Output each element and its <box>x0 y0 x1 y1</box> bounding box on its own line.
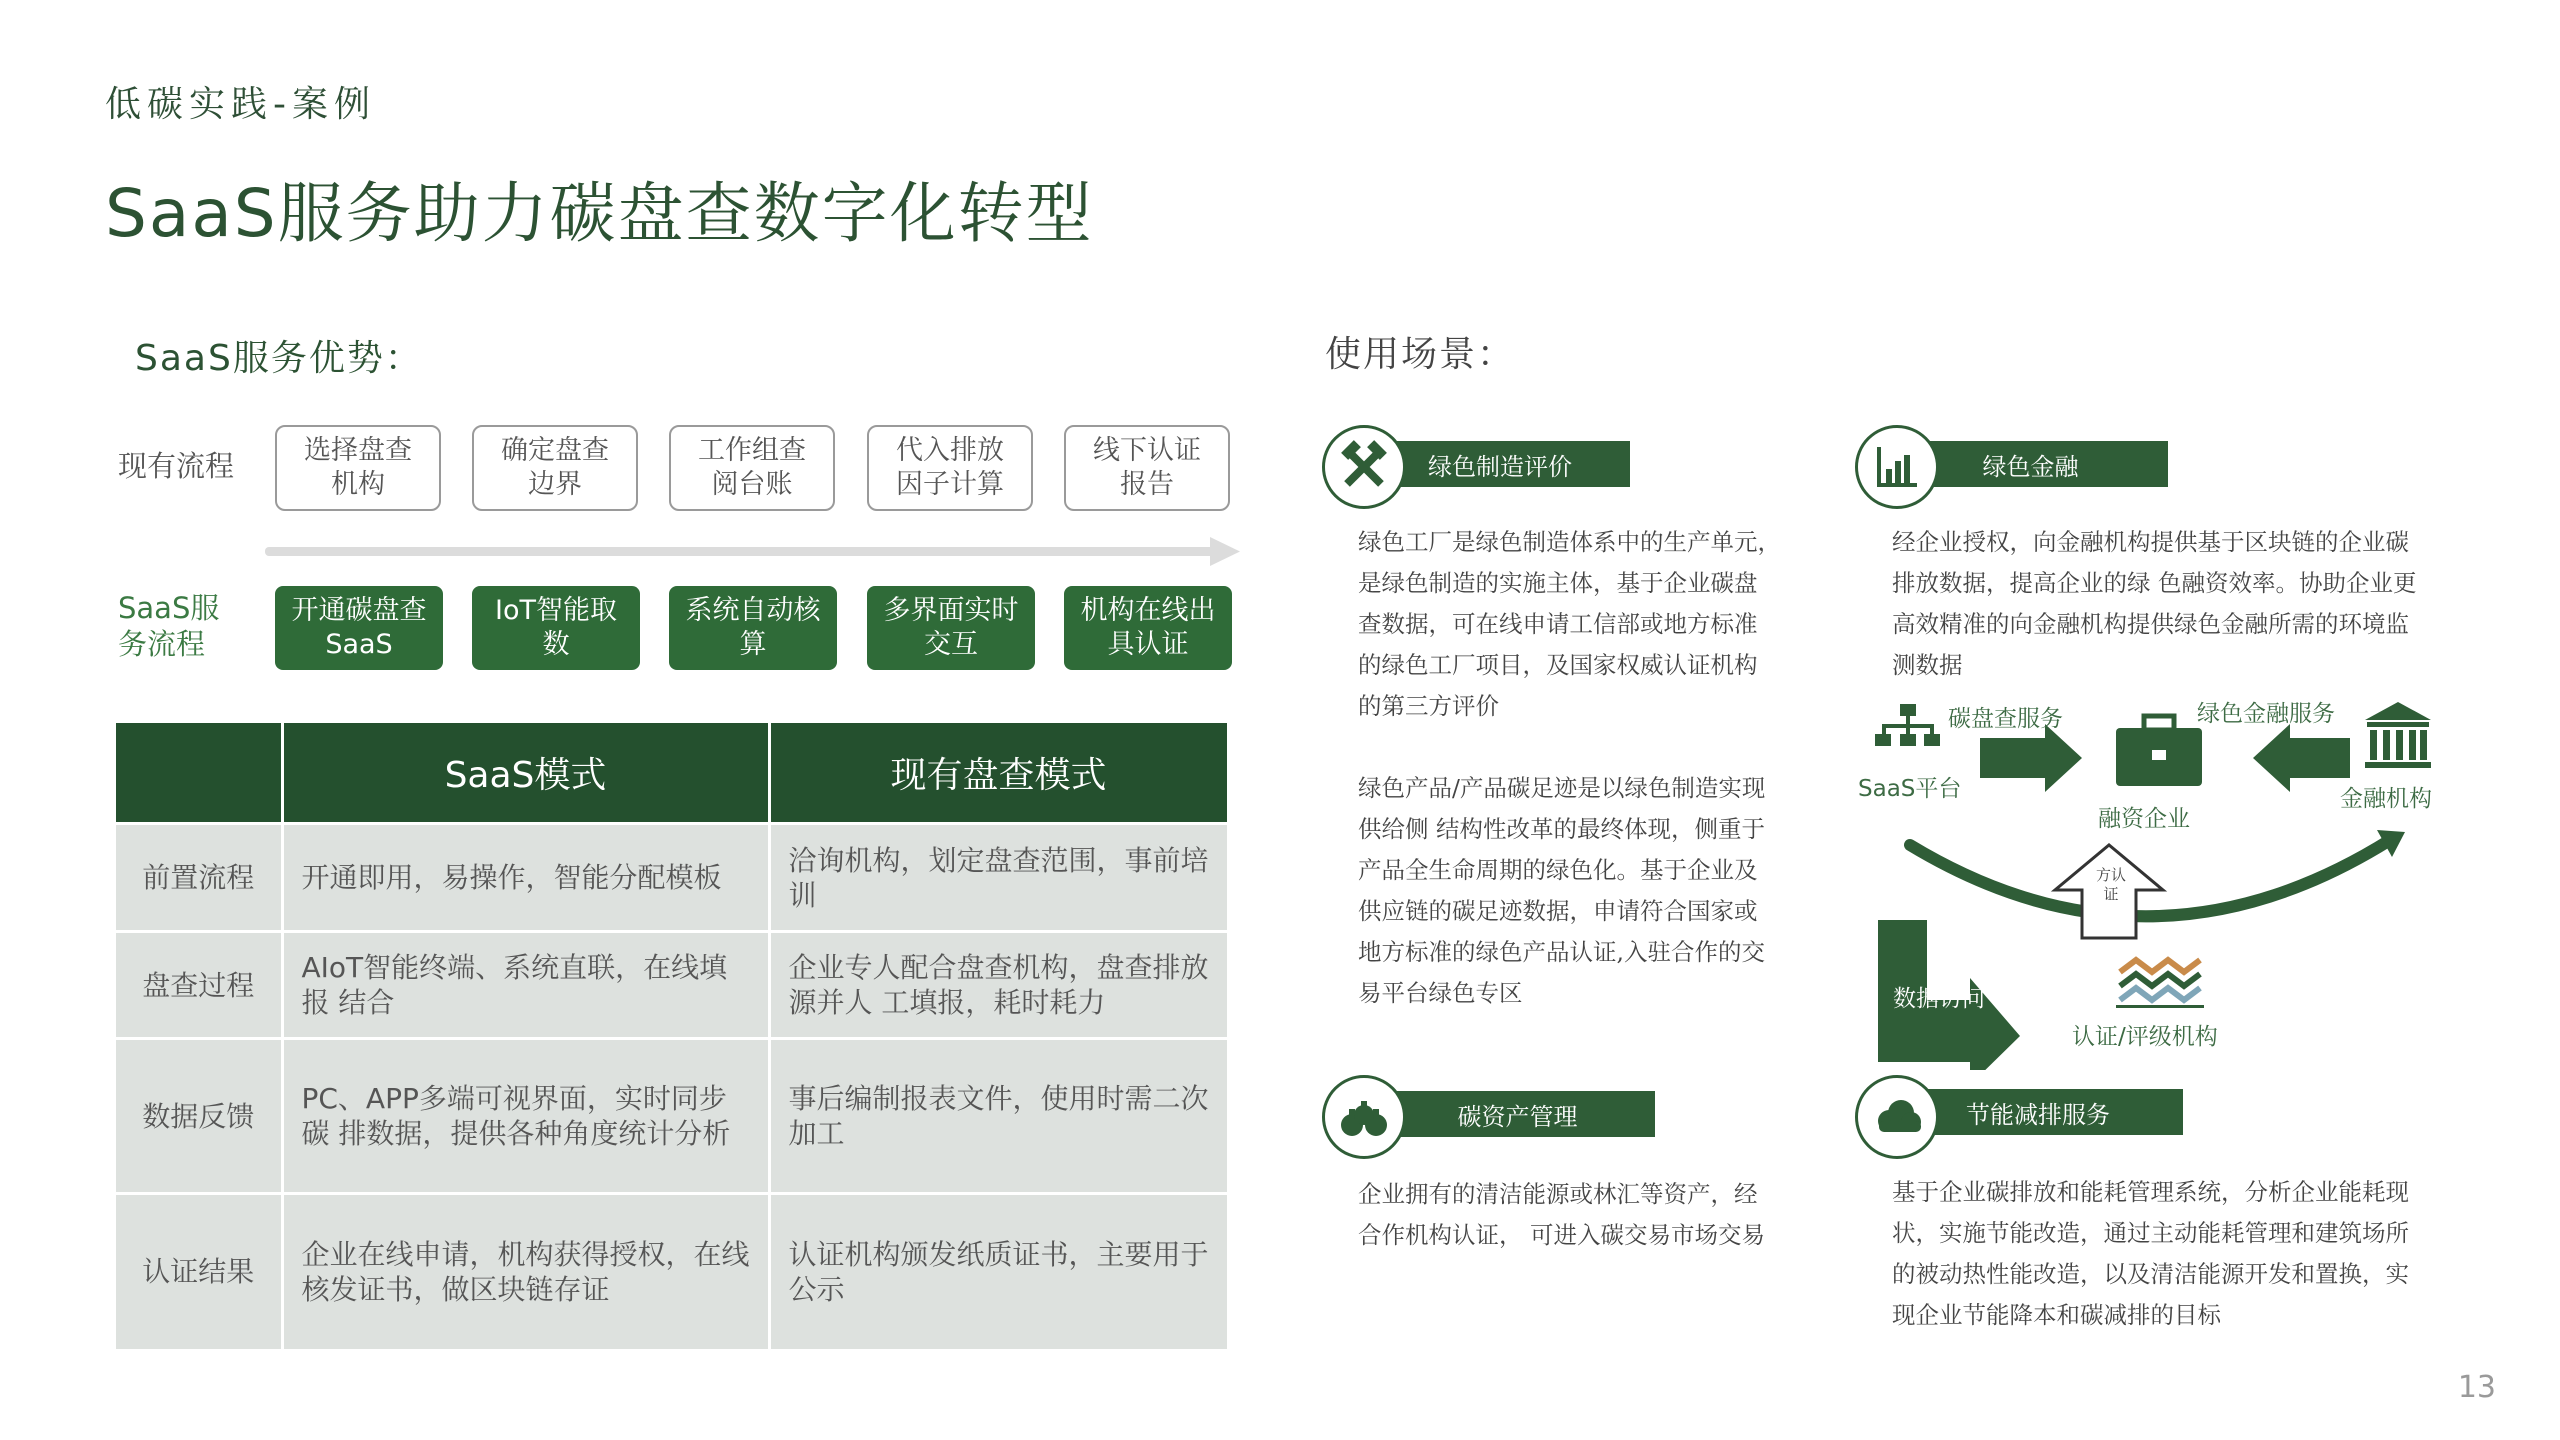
saas-cell: PC、APP多端可视界面，实时同步碳 排数据，提供各种角度统计分析 <box>282 1039 769 1194</box>
saas-cell: 企业在线申请，机构获得授权，在线 核发证书，做区块链存证 <box>282 1194 769 1349</box>
row-label: 前置流程 <box>116 824 282 932</box>
carbon-service-label: 碳盘查服务 <box>1948 706 2063 732</box>
table-row <box>116 1194 1228 1349</box>
advantages-title: SaaS服务优势： <box>135 338 423 379</box>
table-row <box>116 1039 1228 1194</box>
current-cell: 事后编制报表文件，使用时需二次加工 <box>769 1039 1228 1194</box>
finance-service-label: 绿色金融服务 <box>2197 701 2335 727</box>
scenario-badge-green-finance: 绿色金融 <box>1893 441 2168 487</box>
scenario-text-carbon-asset: 企业拥有的清洁能源或林汇等资产，经 合作机构认证， 可进入碳交易市场交易 <box>1358 1180 1765 1249</box>
table-header-saas: SaaS模式 <box>282 723 769 824</box>
bank-icon <box>2365 702 2431 768</box>
data-access-label: 数据访问 <box>1893 986 1985 1012</box>
table-header-empty <box>116 723 282 824</box>
scenario-text-energy-saving: 基于企业碳排放和能耗管理系统，分析企业能耗现 状，实施节能改造，通过主动能耗管理和建筑场所 的被动热性能改造，以及清洁能源开发和置换，实 现企业节能降本和碳减排的目标 <box>1892 1178 2409 1329</box>
financing-company-label: 融资企业 <box>2098 806 2190 832</box>
saas-step: 机构在线出具认证 <box>1064 586 1232 670</box>
financial-institution-label: 金融机构 <box>2340 786 2432 812</box>
row-label: 盘查过程 <box>116 932 282 1039</box>
current-cell: 认证机构颁发纸质证书，主要用于公示 <box>769 1194 1228 1349</box>
saas-flow-label: SaaS服务流程 <box>118 591 220 661</box>
page-number: 13 <box>2457 1370 2496 1405</box>
diagram-graphics <box>1870 700 2450 1070</box>
saas-step: 开通碳盘查SaaS <box>275 586 443 670</box>
saas-cell: AIoT智能终端、系统直联，在线填报 结合 <box>282 932 769 1039</box>
table-row <box>116 932 1228 1039</box>
auth-level-label: 方认证 <box>2095 866 2126 903</box>
row-label: 数据反馈 <box>116 1039 282 1194</box>
scenario-badge-energy-saving: 节能减排服务 <box>1893 1089 2183 1135</box>
scenario-text-green-finance: 经企业授权，向金融机构提供基于区块链的企业碳 排放数据，提高企业的绿 色融资效率。协助企业更 高效精准的向金融机构提供绿色金融所需的环境监 测数据 <box>1892 528 2417 679</box>
section-subtitle: 低碳实践-案例 <box>105 84 376 125</box>
scenario-badge-carbon-asset: 碳资产管理 <box>1380 1091 1655 1137</box>
flow-arrow <box>265 534 1245 570</box>
table-header-current: 现有盘查模式 <box>769 723 1228 824</box>
table-row <box>116 824 1228 932</box>
comparison-table <box>116 723 1230 1349</box>
row-label: 认证结果 <box>116 1194 282 1349</box>
current-cell: 洽询机构，划定盘查范围，事前培训 <box>769 824 1228 932</box>
left-arrow-icon <box>2253 724 2350 792</box>
saas-step: IoT智能取数 <box>472 586 640 670</box>
saas-platform-label: SaaS平台 <box>1858 776 1962 802</box>
right-arrow-icon <box>1980 724 2082 792</box>
money-bags-icon <box>1322 1075 1406 1159</box>
current-step: 线下认证报告 <box>1064 425 1230 511</box>
cloud-icon <box>1855 1075 1939 1159</box>
current-flow-label: 现有流程 <box>118 449 235 483</box>
table-header-row <box>116 723 1228 824</box>
certifier-logo <box>2116 960 2204 1008</box>
saas-cell: 开通即用，易操作，智能分配模板 <box>282 824 769 932</box>
hammer-icon <box>1322 425 1406 509</box>
briefcase-icon <box>2116 716 2202 786</box>
current-step: 代入排放因子计算 <box>867 425 1033 511</box>
scenario-text-green-manufacturing: 绿色工厂是绿色制造体系中的生产单元， 是绿色制造的实施主体，基于企业碳盘 查数据，可在线申请工信部或地方标准 的绿色工厂项目，及国家权威认证机构 的第三方评价 绿色产品/产品碳足迹是以绿色制造实现 供给侧 结构性改革的最终体现，侧重于 产品全生命周期的绿色化。基于企业及 供应链的碳足迹数据，申请符合国家或 地方标准的绿色产品认证,入驻合作的交 易平台绿色专区 <box>1358 528 1781 1007</box>
saas-step: 系统自动核算 <box>669 586 837 670</box>
current-cell: 企业专人配合盘查机构，盘查排放源并人 工填报，耗时耗力 <box>769 932 1228 1039</box>
current-step: 选择盘查机构 <box>275 425 441 511</box>
scenario-badge-green-manufacturing: 绿色制造评价 <box>1370 441 1630 487</box>
current-step: 工作组查阅台账 <box>669 425 835 511</box>
saas-step: 多界面实时交互 <box>867 586 1035 670</box>
certifier-label: 认证/评级机构 <box>2072 1024 2218 1050</box>
page-title: SaaS服务助力碳盘查数字化转型 <box>105 175 1094 252</box>
org-chart-icon <box>1875 704 1940 746</box>
current-step: 确定盘查边界 <box>472 425 638 511</box>
scenarios-title: 使用场景： <box>1325 334 1516 375</box>
bar-chart-icon <box>1855 425 1939 509</box>
